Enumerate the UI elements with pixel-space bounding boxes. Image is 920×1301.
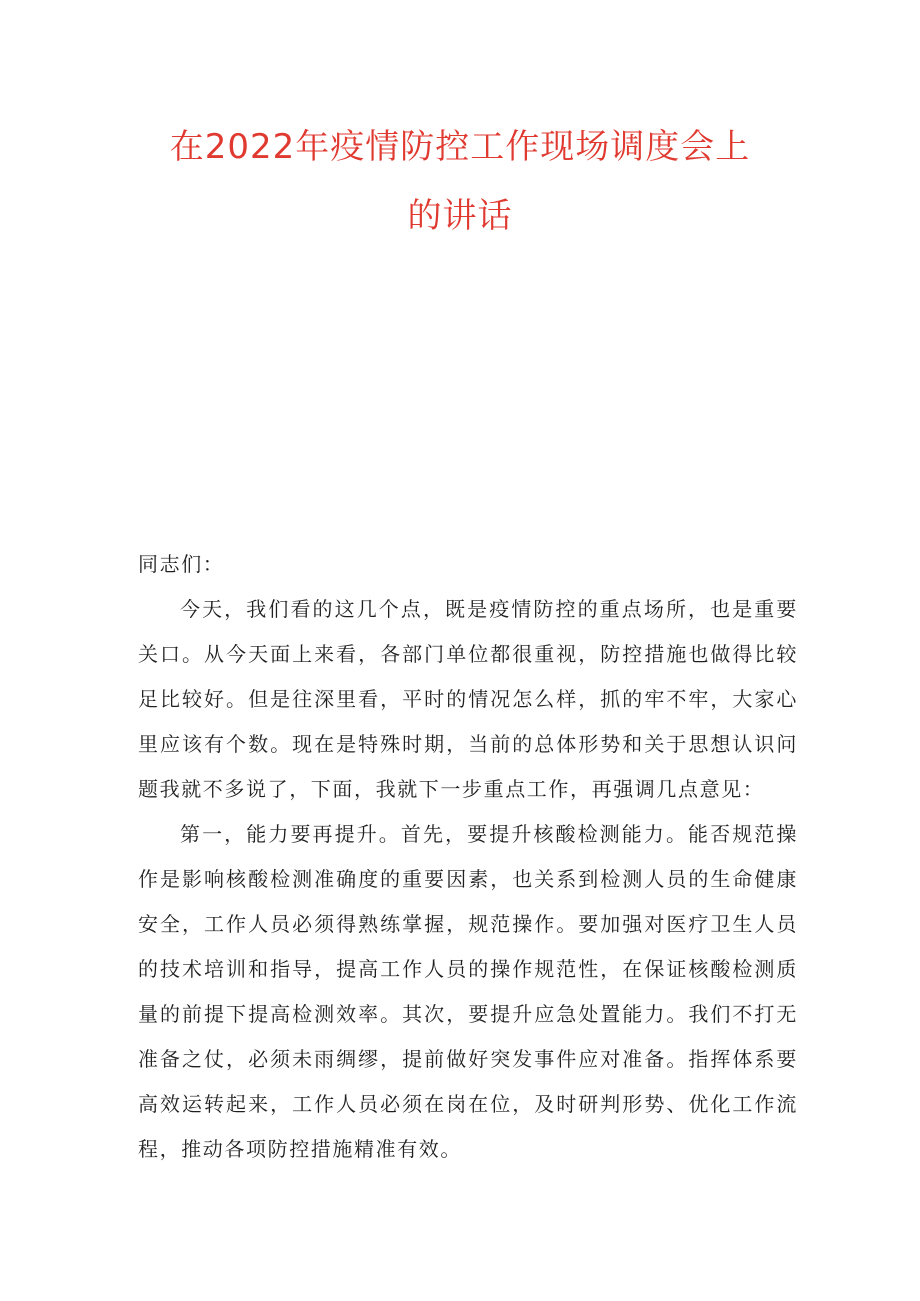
paragraph-1: 今天，我们看的这几个点，既是疫情防控的重点场所，也是重要关口。从今天面上来看，各部门单位都很重视，防控措施也做得比较足比较好。但是往深里看，平时的情况怎么样，抓的牢不牢，大家心里应该有个数。现在是特殊时期，当前的总体形势和关于思想认识问题我就不多说了，下面，我就下一步重点工作，再强调几点意见： xyxy=(138,597,798,801)
document-title-line-1: 在2022年疫情防控工作现场调度会上 xyxy=(169,127,751,167)
document-title-line-2: 的讲话 xyxy=(407,196,513,236)
salutation: 同志们： xyxy=(138,552,225,576)
body-paragraphs xyxy=(138,587,798,1172)
paragraph-2: 第一，能力要再提升。首先，要提升核酸检测能力。能否规范操作是影响核酸检测准确度的重要因素，也关系到检测人员的生命健康安全，工作人员必须得熟练掌握，规范操作。要加强对医疗卫生人员的技术培训和指导，提高工作人员的操作规范性，在保证核酸检测质量的前提下提高检测效率。其次，要提升应急处置能力。我们不打无准备之仗，必须未雨绸缪，提前做好突发事件应对准备。指挥体系要高效运转起来，工作人员必须在岗在位，及时研判形势、优化工作流程，推动各项防控措施精准有效。 xyxy=(138,822,798,1161)
